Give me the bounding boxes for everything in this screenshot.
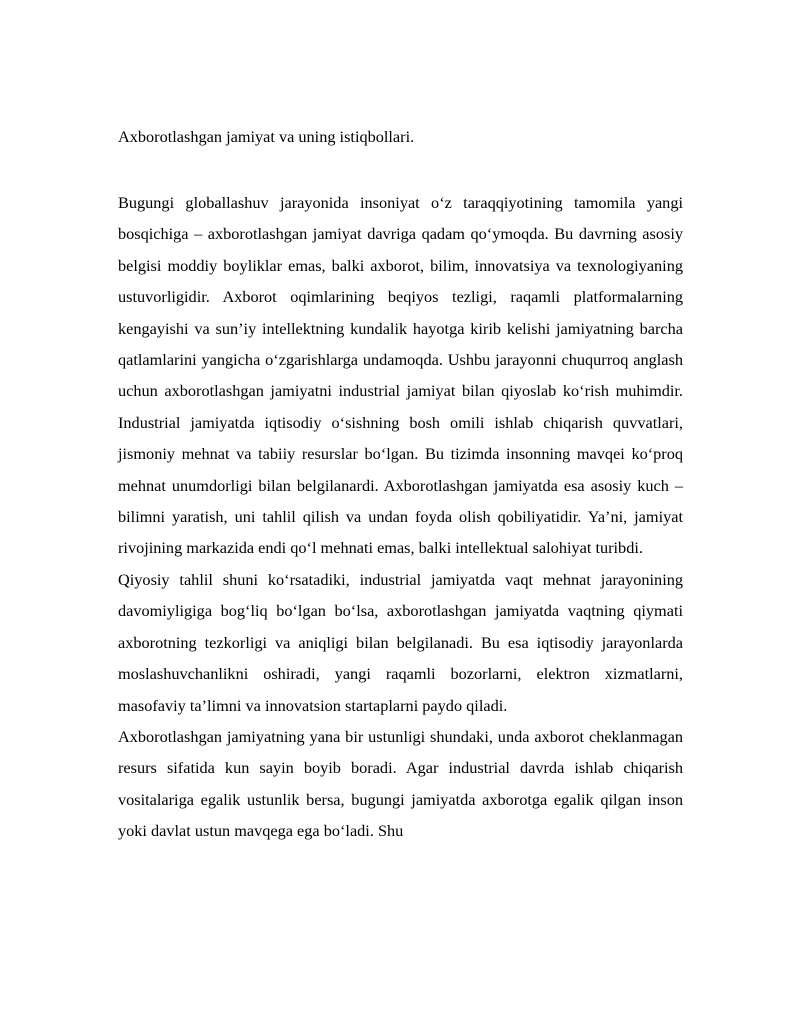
document-title: Axborotlashgan jamiyat va uning istiqbollari. bbox=[118, 127, 415, 146]
document-body bbox=[118, 124, 683, 847]
paragraph-1: Bugungi globallashuv jarayonida insoniyat o‘z taraqqiyotining tamomila yangi bosqichiga – axborotlashgan jamiyat davriga qadam qo‘ymoqda. Bu davrning asosiy belgisi moddiy boyliklar emas, balki axborot, bilim, innovatsiya va texnologiyaning ustuvorligidir. Axborot oqimlarining beqiyos tezligi, raqamli platformalarning kengayishi va sun’iy intellektning kundalik hayotga kirib kelishi jamiyatning barcha qatlamlarini yangicha o‘zgarishlarga undamoqda. Ushbu jarayonni chuqurroq anglash uchun axborotlashgan jamiyatni industrial jamiyat bilan qiyoslab ko‘rish muhimdir. Industrial jamiyatda iqtisodiy o‘sishning bosh omili ishlab chiqarish quvvatlari, jismoniy mehnat va tabiiy resurslar bo‘lgan. Bu tizimda insonning mavqei ko‘proq mehnat unumdorligi bilan belgilanardi. Axborotlashgan jamiyatda esa asosiy kuch – bilimni yaratish, uni tahlil qilish va undan foyda olish qobiliyatidir. Ya’ni, jamiyat rivojining markazida endi qo‘l mehnati emas, balki intellektual salohiyat turibdi. bbox=[118, 193, 683, 558]
title-spacing bbox=[118, 150, 683, 187]
paragraph-3: Axborotlashgan jamiyatning yana bir ustunligi shundaki, unda axborot cheklanmagan resurs sifatida kun sayin boyib boradi. Agar industrial davrda ishlab chiqarish vositalariga egalik ustunlik bersa, bugungi jamiyatda axborotga egalik qilgan inson yoki davlat ustun mavqega ega bo‘ladi. Shu bbox=[118, 726, 683, 841]
paragraph-2: Qiyosiy tahlil shuni ko‘rsatadiki, industrial jamiyatda vaqt mehnat jarayonining davomiyligiga bog‘liq bo‘lgan bo‘lsa, axborotlashgan jamiyatda vaqtning qiymati axborotning tezkorligi va aniqligi bilan belgilanadi. Bu esa iqtisodiy jarayonlarda moslashuvchanlikni oshiradi, yangi raqamli bozorlarni, elektron xizmatlarni, masofaviy ta’limni va innovatsion startaplarni paydo qiladi. bbox=[118, 569, 683, 715]
